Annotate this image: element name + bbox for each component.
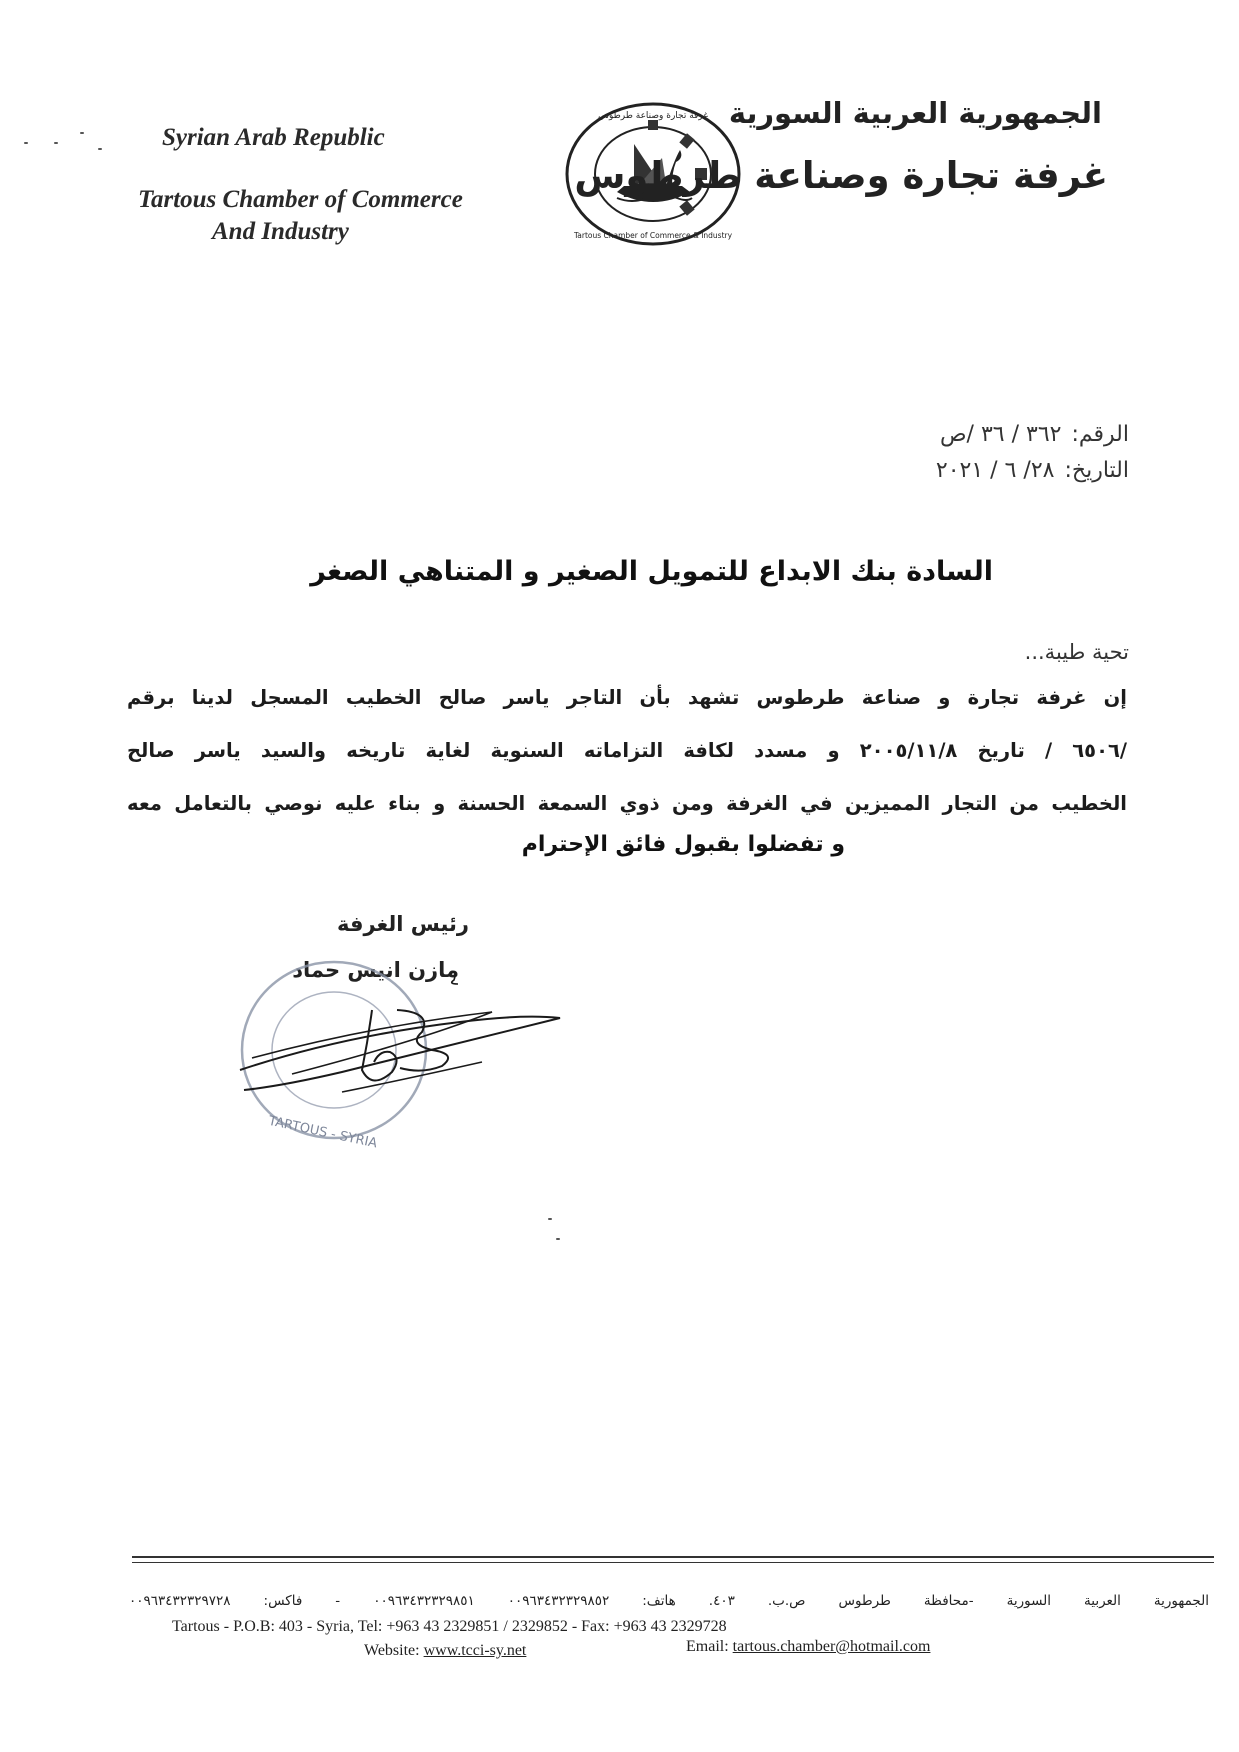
header-country-ar: الجمهورية العربية السورية [728,96,1102,130]
footer-rule-top [132,1556,1214,1558]
signature-stamp [222,940,582,1160]
reference-number-value: ٣٦٢ / ٣٦ /ص [939,422,1062,447]
footer-website [364,1642,526,1660]
body-line-2: /٦٥٠٦ / تاريخ ٢٠٠٥/١١/٨ و مسدد لكافة التزاماته السنوية لغاية تاريخه والسيد ياسر صالح [127,739,1127,762]
reference-date-value: ٢٨/ ٦ / ٢٠٢١ [935,458,1055,483]
reference-date-label: التاريخ: [1064,458,1129,483]
header-country-en: Syrian Arab Republic [162,124,385,151]
closing-line: و تفضلوا بقبول فائق الإحترام [521,832,845,857]
greeting: تحية طيبة... [1024,640,1129,664]
email-link[interactable]: tartous.chamber@hotmail.com [732,1638,931,1655]
footer-email-label: Email: [686,1638,729,1655]
header-org-ar: غرفة تجارة وصناعة طرطوس [574,154,1108,197]
footer-email [686,1638,930,1656]
body-line-3: الخطيب من التجار المميزين في الغرفة ومن ذوي السمعة الحسنة و بناء عليه نوصي بالتعامل معه [127,792,1127,815]
header-org-en-line1: Tartous Chamber of Commerce [138,186,463,213]
scan-speck [556,1238,560,1240]
footer-website-label: Website: [364,1642,420,1659]
scan-speck [80,132,84,134]
header-org-en-line2: And Industry [212,218,349,245]
body-line-1: إن غرفة تجارة و صناعة طرطوس تشهد بأن التاجر ياسر صالح الخطيب المسجل لدينا برقم [127,686,1127,709]
scan-speck [24,142,28,144]
reference-number-label: الرقم: [1071,422,1129,447]
website-link[interactable]: www.tcci-sy.net [423,1642,527,1659]
footer-rule-bottom [132,1562,1214,1563]
reference-number [940,422,1129,447]
logo-ring-text-en: Tartous Chamber of Commerce & Industry [573,231,733,240]
signatory-name: مازن انيس حماد [292,958,459,982]
stamp-ring-text: TARTOUS - SYRIA [266,1113,379,1152]
scan-speck [54,142,58,144]
scan-speck [98,148,102,150]
footer-address-ar: الجمهورية العربية السورية -محافظة طرطوس ص.ب. ٤٠٣. هاتف: ٠٠٩٦٣٤٣٢٣٢٩٨٥٢ ٠٠٩٦٣٤٣٢٣٢٩٨٥١ - فاكس: ٠٠٩٦٣٤٣٢٣٢٩٧٢٨ [129,1593,1210,1609]
logo-ring-text-ar: غرفة تجارة وصناعة طرطوس [597,111,709,121]
signatory-title: رئيس الغرفة [336,912,469,936]
footer-address-en: Tartous - P.O.B: 403 - Syria, Tel: +963 43 2329851 / 2329852 - Fax: +963 43 2329728 [172,1618,727,1635]
signature-stamp-icon [222,940,582,1160]
recipient-heading: السادة بنك الابداع للتمويل الصغير و المتناهي الصغر [310,556,993,587]
scan-speck [548,1218,552,1220]
reference-date [936,458,1129,483]
